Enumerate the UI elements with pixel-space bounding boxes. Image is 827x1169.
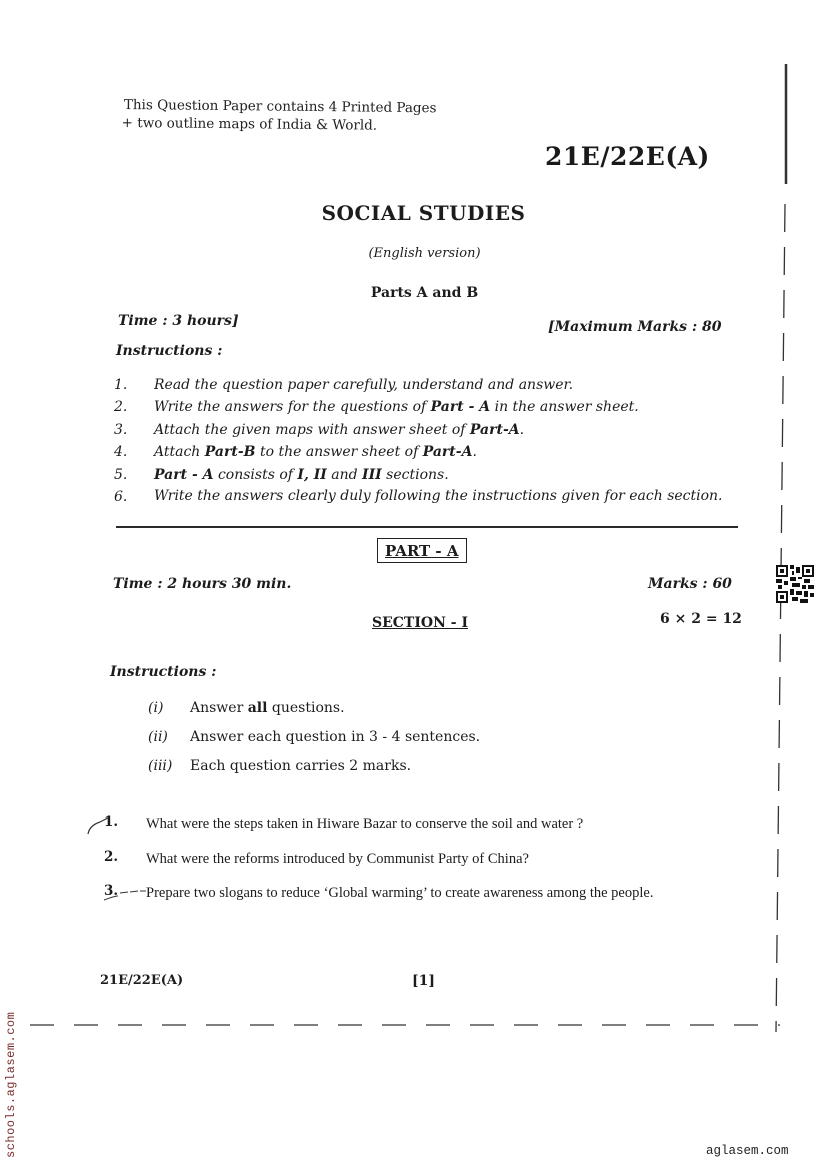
- instruction-number: 1.: [114, 377, 128, 393]
- page-count-line: This Question Paper contains 4 Printed Pages: [123, 96, 437, 117]
- general-instructions-list: [114, 374, 736, 508]
- instruction-text: Read the question paper carefully, understand and answer.: [154, 377, 574, 393]
- section-instruction-item: [148, 752, 480, 781]
- dashed-cut-line: [30, 1024, 780, 1026]
- part-a-marks: Marks : 60: [648, 576, 732, 592]
- instruction-number: 6.: [114, 489, 128, 506]
- instructions-heading: Instructions :: [116, 343, 223, 359]
- maps-note-line: + two outline maps of India & World.: [121, 114, 378, 134]
- instruction-item: [114, 441, 736, 463]
- instruction-text: Attach Part-B to the answer sheet of Part-A.: [154, 444, 477, 461]
- part-a-time: Time : 2 hours 30 min.: [113, 576, 292, 592]
- maximum-marks: [Maximum Marks : 80: [548, 319, 722, 335]
- question-item: [104, 883, 752, 903]
- section-instructions-heading: Instructions :: [110, 664, 217, 680]
- question-text: What were the steps taken in Hiware Bazar to conserve the soil and water ?: [146, 816, 584, 832]
- section-marks: 6 × 2 = 12: [660, 611, 742, 627]
- instruction-number: 5.: [114, 466, 128, 483]
- instruction-text: Write the answers for the questions of Part - A in the answer sheet.: [154, 399, 639, 416]
- language-version: (English version): [368, 246, 481, 261]
- page-count-note: [121, 96, 437, 135]
- side-watermark: schools.aglasem.com: [4, 1011, 18, 1158]
- horizontal-divider: [116, 526, 738, 528]
- dashed-margin-line: [770, 64, 790, 1032]
- question-item: [104, 814, 752, 834]
- instruction-number: 4.: [114, 444, 128, 461]
- instruction-number: 3.: [114, 421, 128, 438]
- question-item: [104, 849, 752, 869]
- instruction-item: [114, 464, 736, 486]
- instruction-number: 2.: [114, 399, 128, 416]
- instruction-number: (ii): [148, 729, 168, 745]
- question-number: 1.: [104, 814, 119, 830]
- instruction-text: Write the answers clearly duly following the instructions given for each section.: [154, 488, 723, 505]
- section-instructions-list: [148, 694, 480, 781]
- parts-label: Parts A and B: [370, 285, 479, 301]
- instruction-item: [114, 486, 736, 508]
- question-text: What were the reforms introduced by Communist Party of China?: [146, 851, 529, 867]
- qr-code-icon: [776, 565, 814, 603]
- total-time: Time : 3 hours]: [118, 313, 239, 329]
- instruction-text: Answer each question in 3 - 4 sentences.: [190, 729, 481, 745]
- instruction-item: [114, 419, 736, 441]
- instruction-text: Each question carries 2 marks.: [190, 758, 412, 774]
- subject-title: SOCIAL STUDIES: [321, 201, 526, 225]
- instruction-number: (iii): [148, 758, 173, 774]
- section-instruction-item: [148, 723, 480, 752]
- paper-code: 21E/22E(A): [545, 142, 710, 171]
- instruction-item: [114, 396, 736, 418]
- question-number: 3.: [104, 883, 119, 899]
- question-number: 2.: [104, 849, 119, 865]
- question-text: Prepare two slogans to reduce ‘Global warming’ to create awareness among the people.: [146, 885, 654, 901]
- instruction-text: Answer all questions.: [190, 700, 345, 716]
- section-heading: SECTION - I: [372, 615, 468, 631]
- instruction-item: [114, 374, 736, 396]
- section-instruction-item: [148, 694, 480, 723]
- footer-paper-code: 21E/22E(A): [100, 973, 184, 988]
- instruction-number: (i): [148, 700, 164, 716]
- bottom-watermark: aglasem.com: [706, 1144, 789, 1158]
- questions-list: [104, 814, 752, 903]
- instruction-text: Attach the given maps with answer sheet of Part-A.: [154, 421, 525, 438]
- instruction-text: Part - A consists of I, II and III sections.: [154, 466, 449, 483]
- part-a-heading: PART - A: [377, 538, 467, 563]
- page-number: [1]: [412, 973, 435, 989]
